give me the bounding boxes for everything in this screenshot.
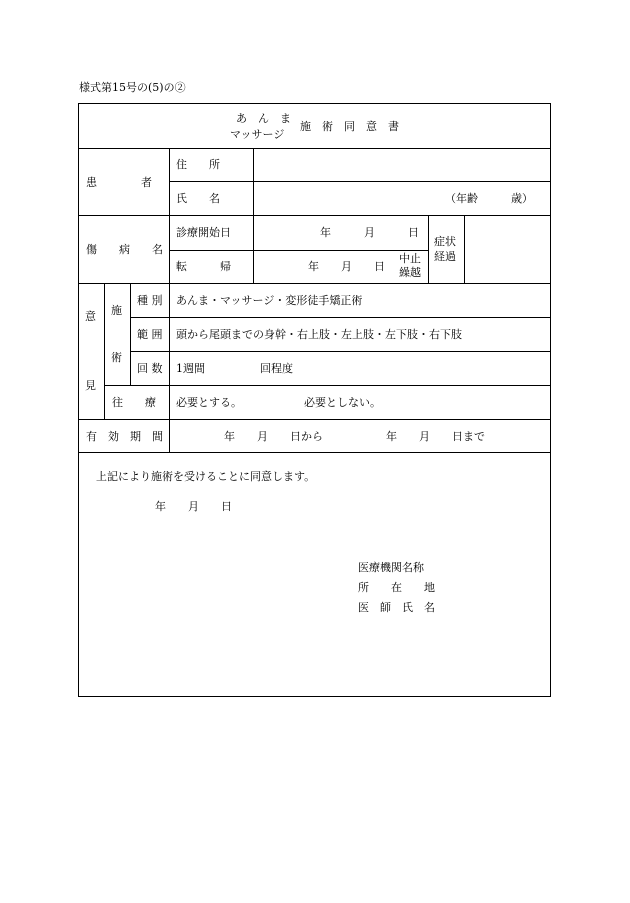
- progress-label: 経過: [434, 250, 456, 263]
- address-field[interactable]: [260, 159, 545, 173]
- consent-statement: 上記により施術を受けることに同意します。: [96, 470, 316, 483]
- title-prefix-top: あ ん ま: [236, 112, 291, 125]
- validity-to[interactable]: 年 月 日まで: [386, 430, 485, 443]
- title-prefix-bottom: マッサージ: [230, 128, 285, 141]
- opinion-label-top: 意: [85, 310, 96, 323]
- divider: [428, 215, 429, 283]
- institution-label: 医療機関名称: [358, 561, 424, 574]
- doctor-name-label: 医 師 氏 名: [358, 601, 435, 614]
- visit-need-option[interactable]: 必要とする。: [176, 396, 242, 409]
- range-value: 頭から尾頭までの身幹・右上肢・左上肢・左下肢・右下肢: [176, 328, 462, 341]
- divider: [130, 317, 551, 318]
- form-number: 様式第15号の(5)の②: [79, 81, 186, 94]
- divider: [78, 419, 551, 420]
- age-label: （年齢 歳）: [445, 192, 533, 205]
- consent-date[interactable]: 年 月 日: [155, 500, 232, 513]
- divider: [130, 283, 131, 385]
- visit-noneed-option[interactable]: 必要としない。: [304, 396, 381, 409]
- patient-label: 患 者: [86, 176, 152, 189]
- visit-label: 往 療: [112, 396, 156, 409]
- divider: [104, 283, 105, 419]
- injury-label: 傷 病 名: [86, 243, 163, 256]
- start-date-value[interactable]: 年 月 日: [320, 226, 419, 239]
- divider: [78, 215, 551, 216]
- validity-label: 有 効 期 間: [86, 430, 163, 443]
- outcome-date-value[interactable]: 年 月 日: [308, 260, 385, 273]
- validity-from[interactable]: 年 月 日から: [224, 430, 323, 443]
- treatment-label-bottom: 術: [111, 351, 122, 364]
- carryover-label: 繰越: [399, 266, 421, 279]
- divider: [169, 181, 551, 182]
- count-label: 回 数: [137, 362, 163, 375]
- treatment-label-top: 施: [111, 304, 122, 317]
- divider: [78, 148, 551, 149]
- divider: [130, 351, 551, 352]
- divider: [464, 215, 465, 283]
- stop-label: 中止: [399, 252, 421, 265]
- divider: [104, 385, 551, 386]
- address-label: 住 所: [176, 158, 220, 171]
- divider: [253, 148, 254, 283]
- name-label: 氏 名: [176, 192, 220, 205]
- divider: [78, 452, 551, 453]
- start-date-label: 診療開始日: [176, 226, 231, 239]
- divider: [78, 283, 551, 284]
- divider: [169, 250, 428, 251]
- divider: [169, 148, 170, 283]
- count-value[interactable]: 1週間 回程度: [176, 362, 293, 375]
- divider: [169, 283, 170, 452]
- type-value: あんま・マッサージ・変形徒手矯正術: [176, 294, 363, 307]
- opinion-label-bottom: 見: [85, 379, 96, 392]
- location-label: 所 在 地: [358, 581, 435, 594]
- type-label: 種 別: [137, 294, 163, 307]
- page-title: 施 術 同 意 書: [300, 120, 399, 133]
- range-label: 範 囲: [137, 328, 163, 341]
- name-field[interactable]: [260, 193, 440, 207]
- outcome-label: 転 帰: [176, 260, 231, 273]
- symptom-label: 症状: [434, 235, 456, 248]
